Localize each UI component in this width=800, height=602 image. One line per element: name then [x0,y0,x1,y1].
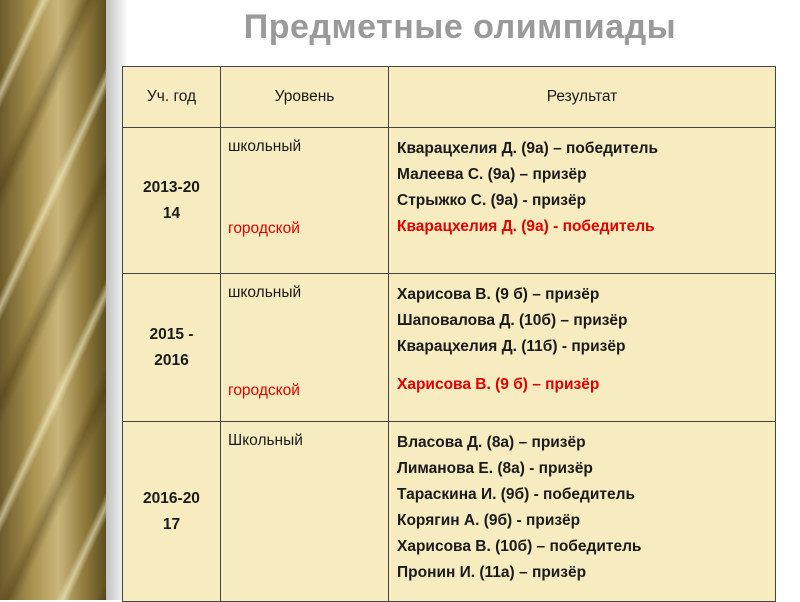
year-cell [123,274,221,422]
table-row [123,422,776,602]
spacer [397,360,767,372]
result-entry: Малеева С. (9а) – призёр [397,166,587,183]
result-entry: Шаповалова Д. (10б) – призёр [397,312,628,329]
result-cell [389,128,776,274]
level-cell [221,274,389,422]
table-row [123,128,776,274]
level-school: Школьный [228,432,303,449]
header-level: Уровень [221,67,389,128]
year-cell [123,128,221,274]
result-entry: Кварацхелия Д. (9а) – победитель [397,140,659,157]
year-text: 2016 [154,351,189,369]
olympiad-results-table [122,66,776,602]
level-city: городской [228,220,300,237]
decorative-side-panel [0,0,106,600]
table-row [123,274,776,422]
result-entry: Корягин А. (9б) - призёр [397,512,581,529]
year-text: 2013-20 [143,178,200,196]
result-cell [389,274,776,422]
year-cell [123,422,221,602]
year-text: 14 [162,204,181,222]
level-school: школьный [228,284,302,301]
slide-title: Предметные олимпиады [243,8,677,46]
result-cell [389,422,776,602]
level-cell [221,422,389,602]
city-result-entry: Кварацхелия Д. (9а) - победитель [397,218,655,235]
year-text: 2016-20 [143,489,200,507]
header-result: Результат [389,67,776,128]
result-entry: Харисова В. (10б) – победитель [397,538,642,555]
result-entry: Власова Д. (8а) – призёр [397,434,586,451]
year-text: 2015 - [149,325,194,343]
year-text: 17 [162,515,181,533]
result-entry: Лиманова Е. (8а) - призёр [397,460,593,477]
result-entry: Стрыжко С. (9а) - призёр [397,192,587,209]
level-school: школьный [228,138,302,155]
level-city: городской [228,382,300,399]
level-cell [221,128,389,274]
result-entry: Тараскина И. (9б) - победитель [397,486,636,503]
result-entry: Пронин И. (11а) – призёр [397,564,587,581]
result-entry: Кварацхелия Д. (11б) - призёр [397,338,626,355]
table-header-row [123,67,776,128]
result-entry: Харисова В. (9 б) – призёр [397,286,600,303]
city-result-entry: Харисова В. (9 б) – призёр [397,376,600,393]
header-year: Уч. год [123,67,221,128]
